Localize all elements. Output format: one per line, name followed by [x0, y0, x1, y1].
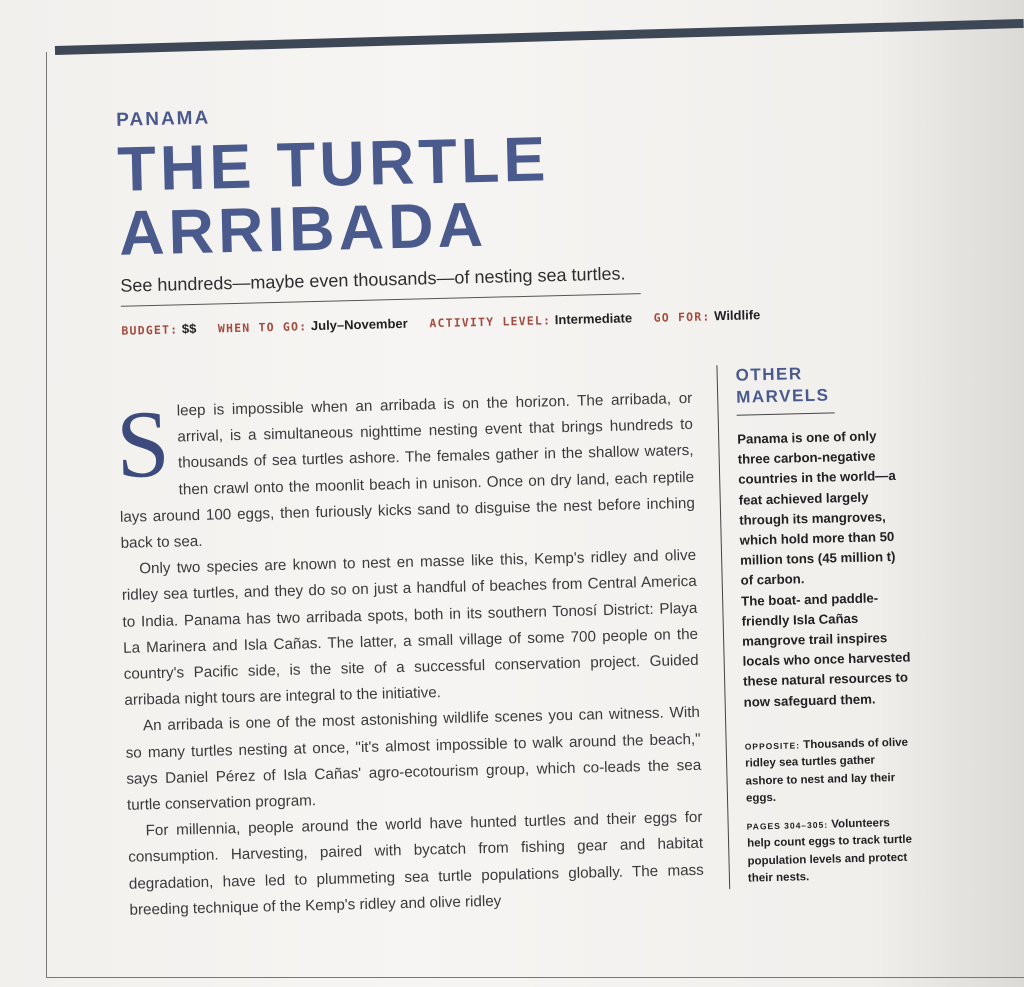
go-for-label: GO FOR:	[653, 309, 711, 325]
country-kicker: PANAMA	[115, 107, 211, 131]
article	[110, 88, 1011, 959]
sidebar-text	[737, 426, 914, 713]
caption-opposite-text: Thousands of olive ridley sea turtles gather ashore to nest and lay their eggs.	[745, 736, 909, 806]
caption-opposite	[745, 734, 917, 808]
sidebar-text-2: The boat- and paddle-friendly Isla Cañas mangrove trail inspires locals who once harvested these natural resources to now safeguard them.	[740, 590, 911, 710]
budget-value: $$	[181, 320, 197, 337]
caption-pages-label: PAGES 304–305:	[746, 819, 829, 832]
article-columns	[114, 364, 1010, 959]
title-line-2: ARRIBADA	[118, 189, 488, 269]
drop-cap: S	[114, 389, 171, 498]
caption-pages	[747, 814, 919, 888]
sidebar-heading	[735, 362, 834, 415]
paragraph-3: An arribada is one of the most astonishing wildlife scenes you can witness. With so many turtles nesting at once, "it's almost impossible to walk around the beach," says Daniel Pérez of Isla Cañas' agro-ecotourism group, which co-leads the sea turtle conservation program.	[125, 704, 702, 814]
budget-label: BUDGET:	[121, 322, 179, 338]
sidebar-heading-line-2: MARVELS	[735, 385, 830, 407]
when-to-go-value: July–November	[310, 315, 408, 334]
sidebar-heading-line-1: OTHER	[735, 364, 803, 385]
activity-level-label: ACTIVITY LEVEL:	[429, 313, 552, 331]
caption-pages-text: Volunteers help count eggs to track turtle population levels and protect their nests.	[746, 817, 913, 885]
title-line-1: THE TURTLE	[116, 124, 551, 205]
trip-facts	[121, 301, 995, 337]
paragraph-2: Only two species are known to nest en masse like this, Kemp's ridley and olive ridley sea turtles, and they do so on just a handful of beaches from Central America to India. Panama has two arribada spots, both in its southern Tonosí District: Playa La Marinera and Isla Cañas. The latter, a small village of some 700 people on the country's Pacific side, is the site of a successful conservation project. Guided arribada night tours are integral to the initiative.	[121, 547, 699, 710]
sidebar-text-1: Panama is one of only three carbon-negative countries in the world—a feat achieved largely through its mangroves, which hold more than 50 million tons (45 million t) of carbon.	[737, 428, 896, 589]
activity-level-value: Intermediate	[554, 310, 633, 328]
paragraph-1-text: leep is impossible when an arribada is on the horizon. The arribada, or arrival, is a simultaneous nighttime nesting event that brings hundreds to thousands of sea turtles ashore. The females gather in the shallow waters, then crawl onto the moonlit beach in unison. Once on dry land, each reptile lays around 100 eggs, then furiously kicks sand to disguise the nest before inching back to sea.	[119, 389, 695, 552]
sidebar-other-marvels	[716, 361, 918, 889]
when-to-go-label: WHEN TO GO:	[217, 319, 308, 336]
paragraph-1	[114, 386, 696, 557]
article-title	[116, 116, 994, 269]
article-subtitle: See hundreds—maybe even thousands—of nesting sea turtles.	[120, 263, 641, 307]
article-body	[114, 386, 705, 924]
go-for-value: Wildlife	[713, 307, 761, 324]
paragraph-4: For millennia, people around the world have hunted turtles and their eggs for consumption. Harvesting, paired with bycatch from fishing gear and habitat degradation, have led to plummeting sea turtle populations globally. The mass breeding technique of the Kemp's ridley and olive ridley	[128, 808, 704, 919]
caption-opposite-label: OPPOSITE:	[744, 740, 801, 752]
